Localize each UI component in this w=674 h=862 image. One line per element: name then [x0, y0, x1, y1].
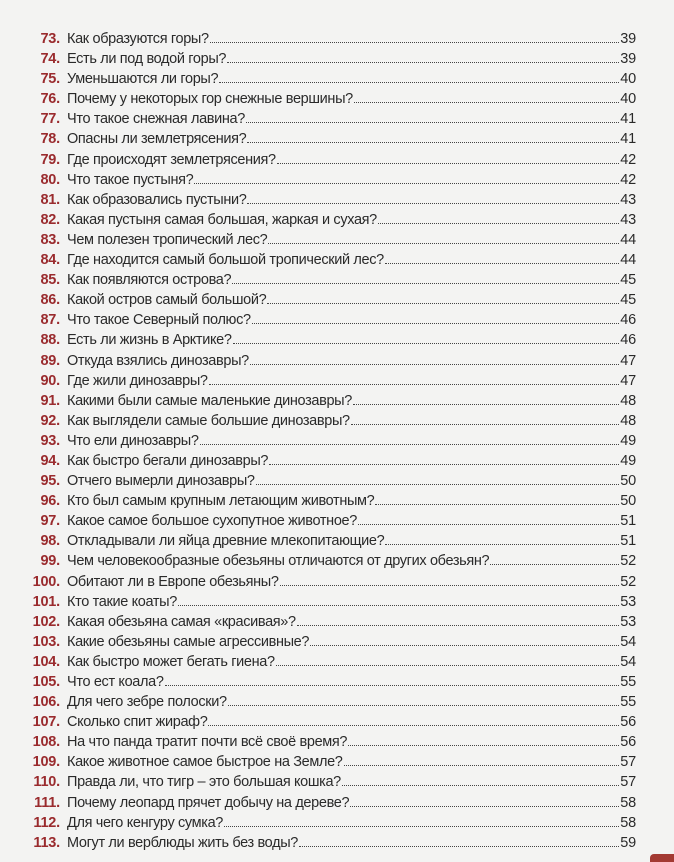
entry-title: Какое животное самое быстрое на Земле? — [67, 754, 343, 771]
entry-line — [67, 672, 636, 692]
entry-number: 77. — [40, 111, 60, 128]
entry-line — [67, 451, 636, 471]
entry-page-number: 46 — [620, 312, 636, 329]
dot-leader — [200, 443, 620, 445]
toc-entry — [0, 692, 674, 712]
toc-entry — [0, 732, 674, 752]
dot-leader — [354, 101, 619, 103]
entry-line — [67, 89, 636, 109]
entry-page-number: 50 — [620, 493, 636, 510]
entry-page-number: 40 — [620, 91, 636, 108]
dot-leader — [276, 664, 620, 666]
entry-page-number: 40 — [620, 71, 636, 88]
entry-page-number: 51 — [620, 533, 636, 550]
entry-number: 96. — [40, 493, 60, 510]
toc-entry — [0, 491, 674, 511]
dot-leader — [490, 563, 619, 565]
dot-leader — [348, 744, 619, 746]
entry-page-number: 45 — [620, 272, 636, 289]
entry-page-number: 53 — [620, 613, 636, 630]
toc-entry — [0, 49, 674, 69]
dot-leader — [351, 423, 620, 425]
entry-line — [67, 29, 636, 49]
entry-line — [67, 290, 636, 310]
entry-line — [67, 712, 636, 732]
entry-number: 113. — [33, 834, 60, 851]
entry-line — [67, 572, 636, 592]
entry-line — [67, 511, 636, 531]
entry-title: Чем человекообразные обезьяны отличаются от других обезьян? — [67, 553, 490, 570]
toc-entry — [0, 572, 674, 592]
toc-entry — [0, 109, 674, 129]
entry-page-number: 57 — [620, 754, 636, 771]
entry-title: Могут ли верблюды жить без воды? — [67, 834, 298, 851]
entry-title: Для чего зебре полоски? — [67, 694, 227, 711]
entry-title: Как быстро бегали динозавры? — [67, 452, 269, 469]
entry-page-number: 50 — [620, 473, 636, 490]
entry-number: 99. — [40, 553, 60, 570]
dot-leader — [233, 342, 620, 344]
entry-number: 73. — [40, 31, 60, 47]
toc-entry — [0, 129, 674, 149]
entry-title: Почему леопард прячет добычу на дереве? — [67, 794, 350, 811]
dot-leader — [232, 282, 619, 284]
entry-page-number: 48 — [620, 392, 636, 409]
entry-line — [67, 391, 636, 411]
entry-page-number: 55 — [620, 674, 636, 690]
entry-title: Для чего кенгуру сумка? — [67, 814, 224, 831]
entry-number: 100. — [32, 573, 60, 590]
dot-leader — [208, 724, 619, 726]
entry-number: 92. — [40, 412, 60, 429]
toc-entry — [0, 592, 674, 612]
entry-number: 108. — [32, 734, 60, 751]
entry-page-number: 56 — [620, 734, 636, 751]
entry-title: Отчего вымерли динозавры? — [67, 473, 255, 490]
dot-leader — [353, 403, 619, 405]
entry-line — [67, 752, 636, 772]
entry-line — [67, 632, 636, 652]
entry-title: Как появляются острова? — [67, 272, 232, 289]
entry-line — [67, 551, 636, 571]
entry-title: Кто такие коаты? — [67, 593, 177, 610]
toc-entry — [0, 351, 674, 371]
entry-page-number: 47 — [620, 372, 636, 389]
entry-title: Как быстро может бегать гиена? — [67, 653, 275, 670]
dot-leader — [299, 845, 619, 847]
dot-leader — [219, 81, 619, 83]
dot-leader — [385, 543, 619, 545]
entry-line — [67, 270, 636, 290]
dot-leader — [247, 202, 619, 204]
toc-entry — [0, 772, 674, 792]
entry-title: Какие обезьяны самые агрессивные? — [67, 633, 310, 650]
toc-entry — [0, 551, 674, 571]
entry-page-number: 51 — [620, 513, 636, 530]
entry-line — [67, 531, 636, 551]
entry-title: Какая пустыня самая большая, жаркая и сухая? — [67, 211, 377, 228]
dot-leader — [228, 704, 620, 706]
entry-page-number: 45 — [620, 292, 636, 309]
page-corner-mark — [650, 854, 674, 862]
entry-number: 80. — [40, 171, 60, 188]
toc-entry — [0, 471, 674, 491]
toc-entry — [0, 89, 674, 109]
toc-entry — [0, 431, 674, 451]
entry-page-number: 59 — [620, 834, 636, 851]
entry-line — [67, 431, 636, 451]
toc-entry — [0, 290, 674, 310]
entry-title: Как образуются горы? — [67, 31, 209, 47]
entry-title: Какой остров самый большой? — [67, 292, 267, 309]
entry-title: Какая обезьяна самая «красивая»? — [67, 613, 296, 630]
entry-page-number: 44 — [620, 231, 636, 248]
dot-leader — [268, 242, 619, 244]
entry-title: Что такое пустыня? — [67, 171, 194, 188]
entry-title: Что такое снежная лавина? — [67, 111, 245, 128]
entry-number: 76. — [40, 91, 60, 108]
entry-line — [67, 471, 636, 491]
entry-number: 105. — [32, 674, 60, 690]
toc-entry — [0, 612, 674, 632]
entry-line — [67, 310, 636, 330]
dot-leader — [297, 624, 620, 626]
entry-title: Что такое Северный полюс? — [67, 312, 251, 329]
entry-number: 88. — [40, 332, 60, 349]
entry-line — [67, 351, 636, 371]
dot-leader — [194, 182, 619, 184]
entry-page-number: 49 — [620, 432, 636, 449]
entry-line — [67, 109, 636, 129]
entry-line — [67, 491, 636, 511]
entry-line — [67, 732, 636, 752]
entry-number: 86. — [40, 292, 60, 309]
dot-leader — [310, 644, 619, 646]
toc-entry — [0, 150, 674, 170]
toc-entry — [0, 190, 674, 210]
dot-leader — [256, 483, 620, 485]
entry-number: 95. — [40, 473, 60, 490]
entry-page-number: 39 — [620, 31, 636, 47]
toc-entry — [0, 752, 674, 772]
entry-title: Кто был самым крупным летающим животным? — [67, 493, 375, 510]
entry-line — [67, 793, 636, 813]
entry-page-number: 49 — [620, 452, 636, 469]
entry-number: 111. — [34, 794, 60, 811]
entry-line — [67, 250, 636, 270]
toc-entry — [0, 330, 674, 350]
toc-entry — [0, 69, 674, 89]
entry-number: 110. — [33, 774, 60, 791]
dot-leader — [250, 363, 619, 365]
dot-leader — [224, 825, 619, 827]
entry-title: Уменьшаются ли горы? — [67, 71, 219, 88]
toc-entry — [0, 230, 674, 250]
entry-page-number: 57 — [620, 774, 636, 791]
toc-entry — [0, 833, 674, 853]
entry-page-number: 47 — [620, 352, 636, 369]
entry-line — [67, 69, 636, 89]
entry-page-number: 54 — [620, 633, 636, 650]
entry-line — [67, 190, 636, 210]
entry-line — [67, 612, 636, 632]
entry-number: 97. — [40, 513, 60, 530]
toc-entry — [0, 632, 674, 652]
toc-entry — [0, 270, 674, 290]
entry-title: Где находится самый большой тропический лес? — [67, 252, 384, 269]
table-of-contents — [0, 29, 674, 853]
entry-line — [67, 150, 636, 170]
toc-entry — [0, 310, 674, 330]
entry-page-number: 39 — [620, 51, 636, 68]
entry-line — [67, 230, 636, 250]
toc-entry — [0, 793, 674, 813]
entry-page-number: 48 — [620, 412, 636, 429]
toc-entry — [0, 391, 674, 411]
toc-entry — [0, 451, 674, 471]
entry-number: 87. — [40, 312, 60, 329]
entry-line — [67, 813, 636, 833]
entry-title: Как образовались пустыни? — [67, 191, 247, 208]
entry-title: Где происходят землетрясения? — [67, 151, 276, 168]
entry-page-number: 55 — [620, 694, 636, 711]
dot-leader — [178, 604, 619, 606]
toc-entry — [0, 411, 674, 431]
entry-line — [67, 170, 636, 190]
dot-leader — [358, 523, 619, 525]
entry-line — [67, 129, 636, 149]
entry-number: 81. — [40, 191, 60, 208]
dot-leader — [247, 141, 619, 143]
entry-number: 104. — [32, 653, 60, 670]
entry-number: 107. — [32, 714, 60, 731]
entry-title: Как выглядели самые большие динозавры? — [67, 412, 350, 429]
entry-page-number: 43 — [620, 191, 636, 208]
dot-leader — [246, 121, 619, 123]
entry-line — [67, 210, 636, 230]
dot-leader — [385, 262, 619, 264]
entry-number: 74. — [40, 51, 60, 68]
entry-page-number: 52 — [620, 573, 636, 590]
entry-number: 102. — [32, 613, 60, 630]
entry-number: 89. — [40, 352, 60, 369]
entry-title: Почему у некоторых гор снежные вершины? — [67, 91, 353, 108]
toc-entry — [0, 210, 674, 230]
dot-leader — [165, 684, 620, 686]
entry-line — [67, 411, 636, 431]
entry-page-number: 46 — [620, 332, 636, 349]
entry-line — [67, 49, 636, 69]
entry-number: 93. — [40, 432, 60, 449]
dot-leader — [344, 764, 620, 766]
entry-number: 101. — [32, 593, 60, 610]
entry-number: 82. — [40, 211, 60, 228]
entry-number: 106. — [32, 694, 60, 711]
entry-line — [67, 833, 636, 853]
entry-page-number: 53 — [620, 593, 636, 610]
toc-entry — [0, 531, 674, 551]
entry-page-number: 54 — [620, 653, 636, 670]
toc-entry — [0, 813, 674, 833]
entry-title: Откуда взялись динозавры? — [67, 352, 249, 369]
entry-title: Опасны ли землетрясения? — [67, 131, 247, 148]
entry-page-number: 41 — [620, 111, 636, 128]
entry-title: Есть ли жизнь в Арктике? — [67, 332, 232, 349]
entry-number: 75. — [40, 71, 60, 88]
entry-number: 78. — [40, 131, 60, 148]
entry-title: Какими были самые маленькие динозавры? — [67, 392, 352, 409]
entry-title: Откладывали ли яйца древние млекопитающие? — [67, 533, 385, 550]
toc-entry — [0, 672, 674, 692]
dot-leader — [209, 383, 620, 385]
entry-number: 109. — [32, 754, 60, 771]
toc-entry — [0, 371, 674, 391]
entry-number: 98. — [40, 533, 60, 550]
dot-leader — [267, 302, 619, 304]
entry-line — [67, 592, 636, 612]
toc-entry — [0, 712, 674, 732]
dot-leader — [277, 162, 620, 164]
entry-title: На что панда тратит почти всё своё время? — [67, 734, 348, 751]
entry-page-number: 58 — [620, 814, 636, 831]
entry-number: 84. — [40, 252, 60, 269]
entry-number: 83. — [40, 231, 60, 248]
dot-leader — [252, 322, 620, 324]
entry-page-number: 58 — [620, 794, 636, 811]
entry-line — [67, 772, 636, 792]
entry-title: Что ели динозавры? — [67, 432, 199, 449]
toc-entry — [0, 29, 674, 49]
entry-page-number: 44 — [620, 252, 636, 269]
entry-number: 85. — [40, 272, 60, 289]
entry-title: Правда ли, что тигр – это большая кошка? — [67, 774, 341, 791]
entry-page-number: 52 — [620, 553, 636, 570]
entry-number: 94. — [40, 452, 60, 469]
entry-page-number: 41 — [620, 131, 636, 148]
entry-title: Сколько спит жираф? — [67, 714, 208, 731]
entry-line — [67, 692, 636, 712]
toc-entry — [0, 170, 674, 190]
entry-title: Где жили динозавры? — [67, 372, 208, 389]
dot-leader — [280, 584, 620, 586]
dot-leader — [227, 61, 619, 63]
entry-title: Что ест коала? — [67, 674, 164, 690]
entry-number: 112. — [33, 814, 60, 831]
toc-entry — [0, 250, 674, 270]
toc-entry — [0, 511, 674, 531]
entry-title: Есть ли под водой горы? — [67, 51, 227, 68]
entry-title: Обитают ли в Европе обезьяны? — [67, 573, 279, 590]
entry-number: 90. — [40, 372, 60, 389]
toc-entry — [0, 652, 674, 672]
entry-line — [67, 330, 636, 350]
entry-number: 91. — [40, 392, 60, 409]
entry-line — [67, 371, 636, 391]
entry-page-number: 56 — [620, 714, 636, 731]
dot-leader — [350, 805, 619, 807]
entry-page-number: 42 — [620, 171, 636, 188]
entry-line — [67, 652, 636, 672]
entry-number: 79. — [40, 151, 60, 168]
dot-leader — [269, 463, 619, 465]
entry-page-number: 43 — [620, 211, 636, 228]
dot-leader — [210, 41, 620, 43]
entry-page-number: 42 — [620, 151, 636, 168]
entry-number: 103. — [32, 633, 60, 650]
dot-leader — [342, 784, 619, 786]
dot-leader — [378, 222, 619, 224]
entry-title: Чем полезен тропический лес? — [67, 231, 268, 248]
entry-title: Какое самое большое сухопутное животное? — [67, 513, 357, 530]
dot-leader — [375, 503, 619, 505]
